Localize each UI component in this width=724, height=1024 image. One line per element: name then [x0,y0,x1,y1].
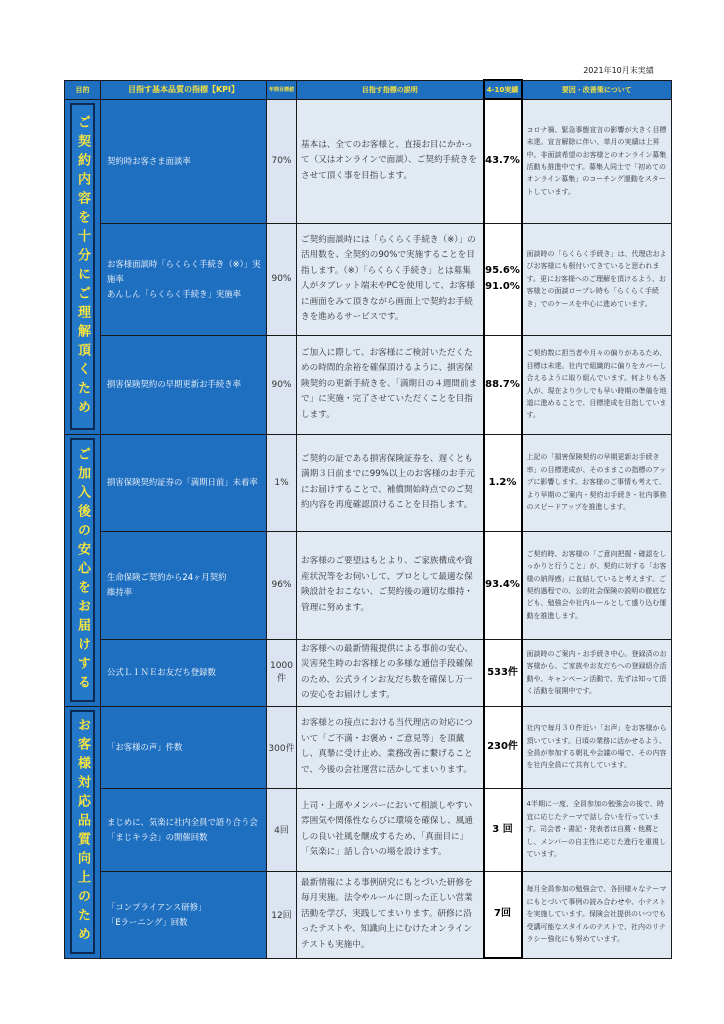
description-text: 上司・上席やメンバーにおいて相談しやすい雰囲気や関係性ならびに環境を確保し、風通しの良い社風を醸成するため、「真面目に」「気楽に」話し合いの場を設けます。 [297,788,484,871]
result-cell [484,531,522,639]
table-row [65,788,672,871]
result-cell [484,335,522,434]
report-date: 2021年10月末実績 [583,66,654,75]
kpi-label: 「コンプライアンス研修」 [107,901,207,912]
kpi-table [64,79,672,959]
kpi-label: お客様面談時「らくらく手続き（※）」実施率 [107,258,261,284]
target-value: 70% [267,99,297,223]
table-row [65,223,672,335]
description-text: ご契約の証である損害保険証券を、遅くとも満期３日前までに99%以上のお客様のお手元にお届けすることで、補償開始時点でのご契約内容を再度確認頂けることを目指します。 [297,434,484,531]
result-cell [484,871,522,958]
header-notes: 要因・改善策について [522,80,672,99]
kpi-cell [101,531,267,639]
result-cell [484,223,522,335]
purpose-label: ご契約内容を十分にご理解頂くため [75,114,90,419]
target-value: 90% [267,335,297,434]
target-value: 12回 [267,871,297,958]
purpose-cell [65,99,101,434]
kpi-label: 「Eラーニング」回数 [107,916,188,927]
purpose-label: ご加入後の安心をお届けする [75,446,90,694]
table-row [65,706,672,788]
header-description: 目指す指標の説明 [297,80,484,99]
notes-text: 上記の「損害保険契約の早期更新お手続き率」の目標達成が、そのままこの指標のアップに影響します。お客様のご事情も考えて、より早期のご案内・契約お手続き・社内事務のスピードアップを推進します。 [522,434,672,531]
description-text: 基本は、全てのお客様と、直接お目にかかって（又はオンラインで面談）、ご契約手続きをさせて頂く事を目指します。 [297,99,484,223]
header-purpose: 目的 [65,80,101,99]
description-text: ご契約面談時には「らくらく手続き（※）」の活用数を、全契約の90%で実施することを目指します。（※）「らくらく手続き」とは募集人がタブレット端末やPCを使用して、お客様に画面をみて頂きながら画面上で契約お手続きを進めるサービスです。 [297,223,484,335]
kpi-label: 維持率 [107,587,133,597]
purpose-label: お客様対応品質向上のため [75,718,90,946]
header-kpi: 目指す基本品質の指標【KPI】 [101,80,267,99]
result-value: 7回 [494,908,511,920]
kpi-label: 「お客様の声」件数 [107,741,183,752]
result-cell [484,99,522,223]
table-row [65,434,672,531]
result-cell [484,639,522,706]
target-value: 4回 [267,788,297,871]
notes-text: 4半期に一度、全員参加の勉強会の後で、時宜に応じたテーマで話し合いを行っています。司会者・書記・発表者は自薦・他薦とし、メンバーの自主性に応じた進行を重視しています。 [522,788,672,871]
result-value: 3 回 [492,823,513,835]
kpi-label: 生命保険ご契約から24ヶ月契約 [107,572,227,582]
table-row [65,335,672,434]
kpi-label: 損害保険契約の早期更新お手続き率 [107,379,241,389]
kpi-label: まじめに、気楽に社内全員で語り合う会「まじキラ会」の開催回数 [107,816,258,842]
target-value: 1% [267,434,297,531]
result-value: 533件 [487,666,518,678]
result-value: 43.7% [485,155,520,167]
notes-text: コロナ禍、緊急事態宣言の影響が大きく目標未達。宣言解除に伴い、単月の実績は上昇中。非面談希望のお客様とのオンライン募集活動も推進中です。募集人同士で「初めてのオンライン募集」のコーチング運動をスタートしています。 [522,99,672,223]
result-cell [484,434,522,531]
kpi-label: あんしん「らくらく手続き」実施率 [107,288,241,299]
kpi-cell [101,871,267,958]
kpi-label: 公式ＬＩＮＥお友だち登録数 [107,667,216,677]
result-value: 91.0% [485,281,520,292]
kpi-label: 損害保険契約証券の「満期日前」未着率 [107,477,258,487]
purpose-box [70,438,95,702]
purpose-cell [65,706,101,958]
table-row [65,871,672,958]
result-value: 230件 [487,741,518,752]
result-cell [484,788,522,871]
table-row [65,531,672,639]
result-value: 95.6% [485,265,520,276]
description-text: お客様への最新情報提供による事前の安心、災害発生時のお客様との多様な通信手段確保のため、公式ラインお友だち数を確保し万一の安心をお届けします。 [297,639,484,706]
kpi-cell [101,788,267,871]
notes-text: 毎月全員参加の勉強会で、各回様々なテーマにもとづいて事例の読み合わせや、小テストを実施しています。保険会社提供のいつでも受講可能なスタイルのテストで、社内のリテラシー強化にも努めています。 [522,871,672,958]
notes-text: 面談時のご案内・お手続き中心。登録済のお客様から、ご家族やお友だちへの登録紹介活動や、キャンペーン活動で、先ずは知って頂く活動を展開中です。 [522,639,672,706]
table-row [65,99,672,223]
header-target: 年間目標値 [267,80,297,99]
description-text: 最新情報による事例研究にもとづいた研修を毎月実施。法令やルールに則った正しい営業活動を学び、実践してまいります。研修に沿ったテストや、知識向上にむけたオンラインテストも実施中。 [297,871,484,958]
notes-text: 面談時の「らくらく手続き」は、代理店およびお客様にも根付いてきていると思われます。更にお客様へのご理解を頂けるよう、お客様との面談ロープレ時も「らくらく手続き」でのケースを中心に進めています。 [522,223,672,335]
kpi-cell [101,639,267,706]
kpi-cell [101,335,267,434]
target-value: 300件 [267,706,297,788]
notes-text: ご契約時、お客様の「ご意向把握・確認をしっかりと行うこと」が、契約に対する「お客様の納得感」に直結していると考えます。ご契約過程での、公的社会保険の説明の徹底なども、勉強会や社内ルールとして盛り込む運動を推進します。 [522,531,672,639]
result-cell [484,706,522,788]
table-row [65,639,672,706]
purpose-box [70,103,95,430]
target-value: 1000件 [267,639,297,706]
notes-text: 社内で毎月３０件近い「お声」をお客様から頂いています。日頃の業務に活かせるよう、全員が参加する朝礼や会議の場で、その内容を社内全員にて共有しています。 [522,706,672,788]
kpi-label: 契約時お客さま面談率 [107,155,191,166]
description-text: お客様との接点における当代理店の対応について「ご不満・お褒め・ご意見等」を頂戴し、真摯に受け止め、業務改善に繋げることで、今後の会社運営に活かしてまいります。 [297,706,484,788]
description-text: お客様のご要望はもとより、ご家族構成や資産状況等をお伺いして、プロとして最適な保険設計をおこない、ご契約後の適切な維持・管理に努めます。 [297,531,484,639]
result-value: 88.7% [485,378,520,390]
kpi-cell [101,434,267,531]
kpi-cell [101,99,267,223]
purpose-cell [65,434,101,706]
kpi-cell [101,223,267,335]
header-result: 4-10実績 [484,80,522,99]
description-text: ご加入に際して、お客様にご検討いただくための時間的余裕を確保頂けるように、損害保険契約の更新手続きを、「満期日の４週間前まで」に実施・完了させていただくことを目指します。 [297,335,484,434]
kpi-cell [101,706,267,788]
purpose-box [70,710,95,954]
table-header-row [65,80,672,99]
notes-text: ご契約数に担当者や月々の偏りがあるため、目標は未達。社内で組織的に偏りをカバーし合えるように取り組んでいます。何よりも各人が、現在より少しでも早い時期の準備を地道に進めることで、目標達成を目指しています。 [522,335,672,434]
result-value: 93.4% [485,579,520,590]
target-value: 96% [267,531,297,639]
result-value: 1.2% [488,476,517,488]
target-value: 90% [267,223,297,335]
